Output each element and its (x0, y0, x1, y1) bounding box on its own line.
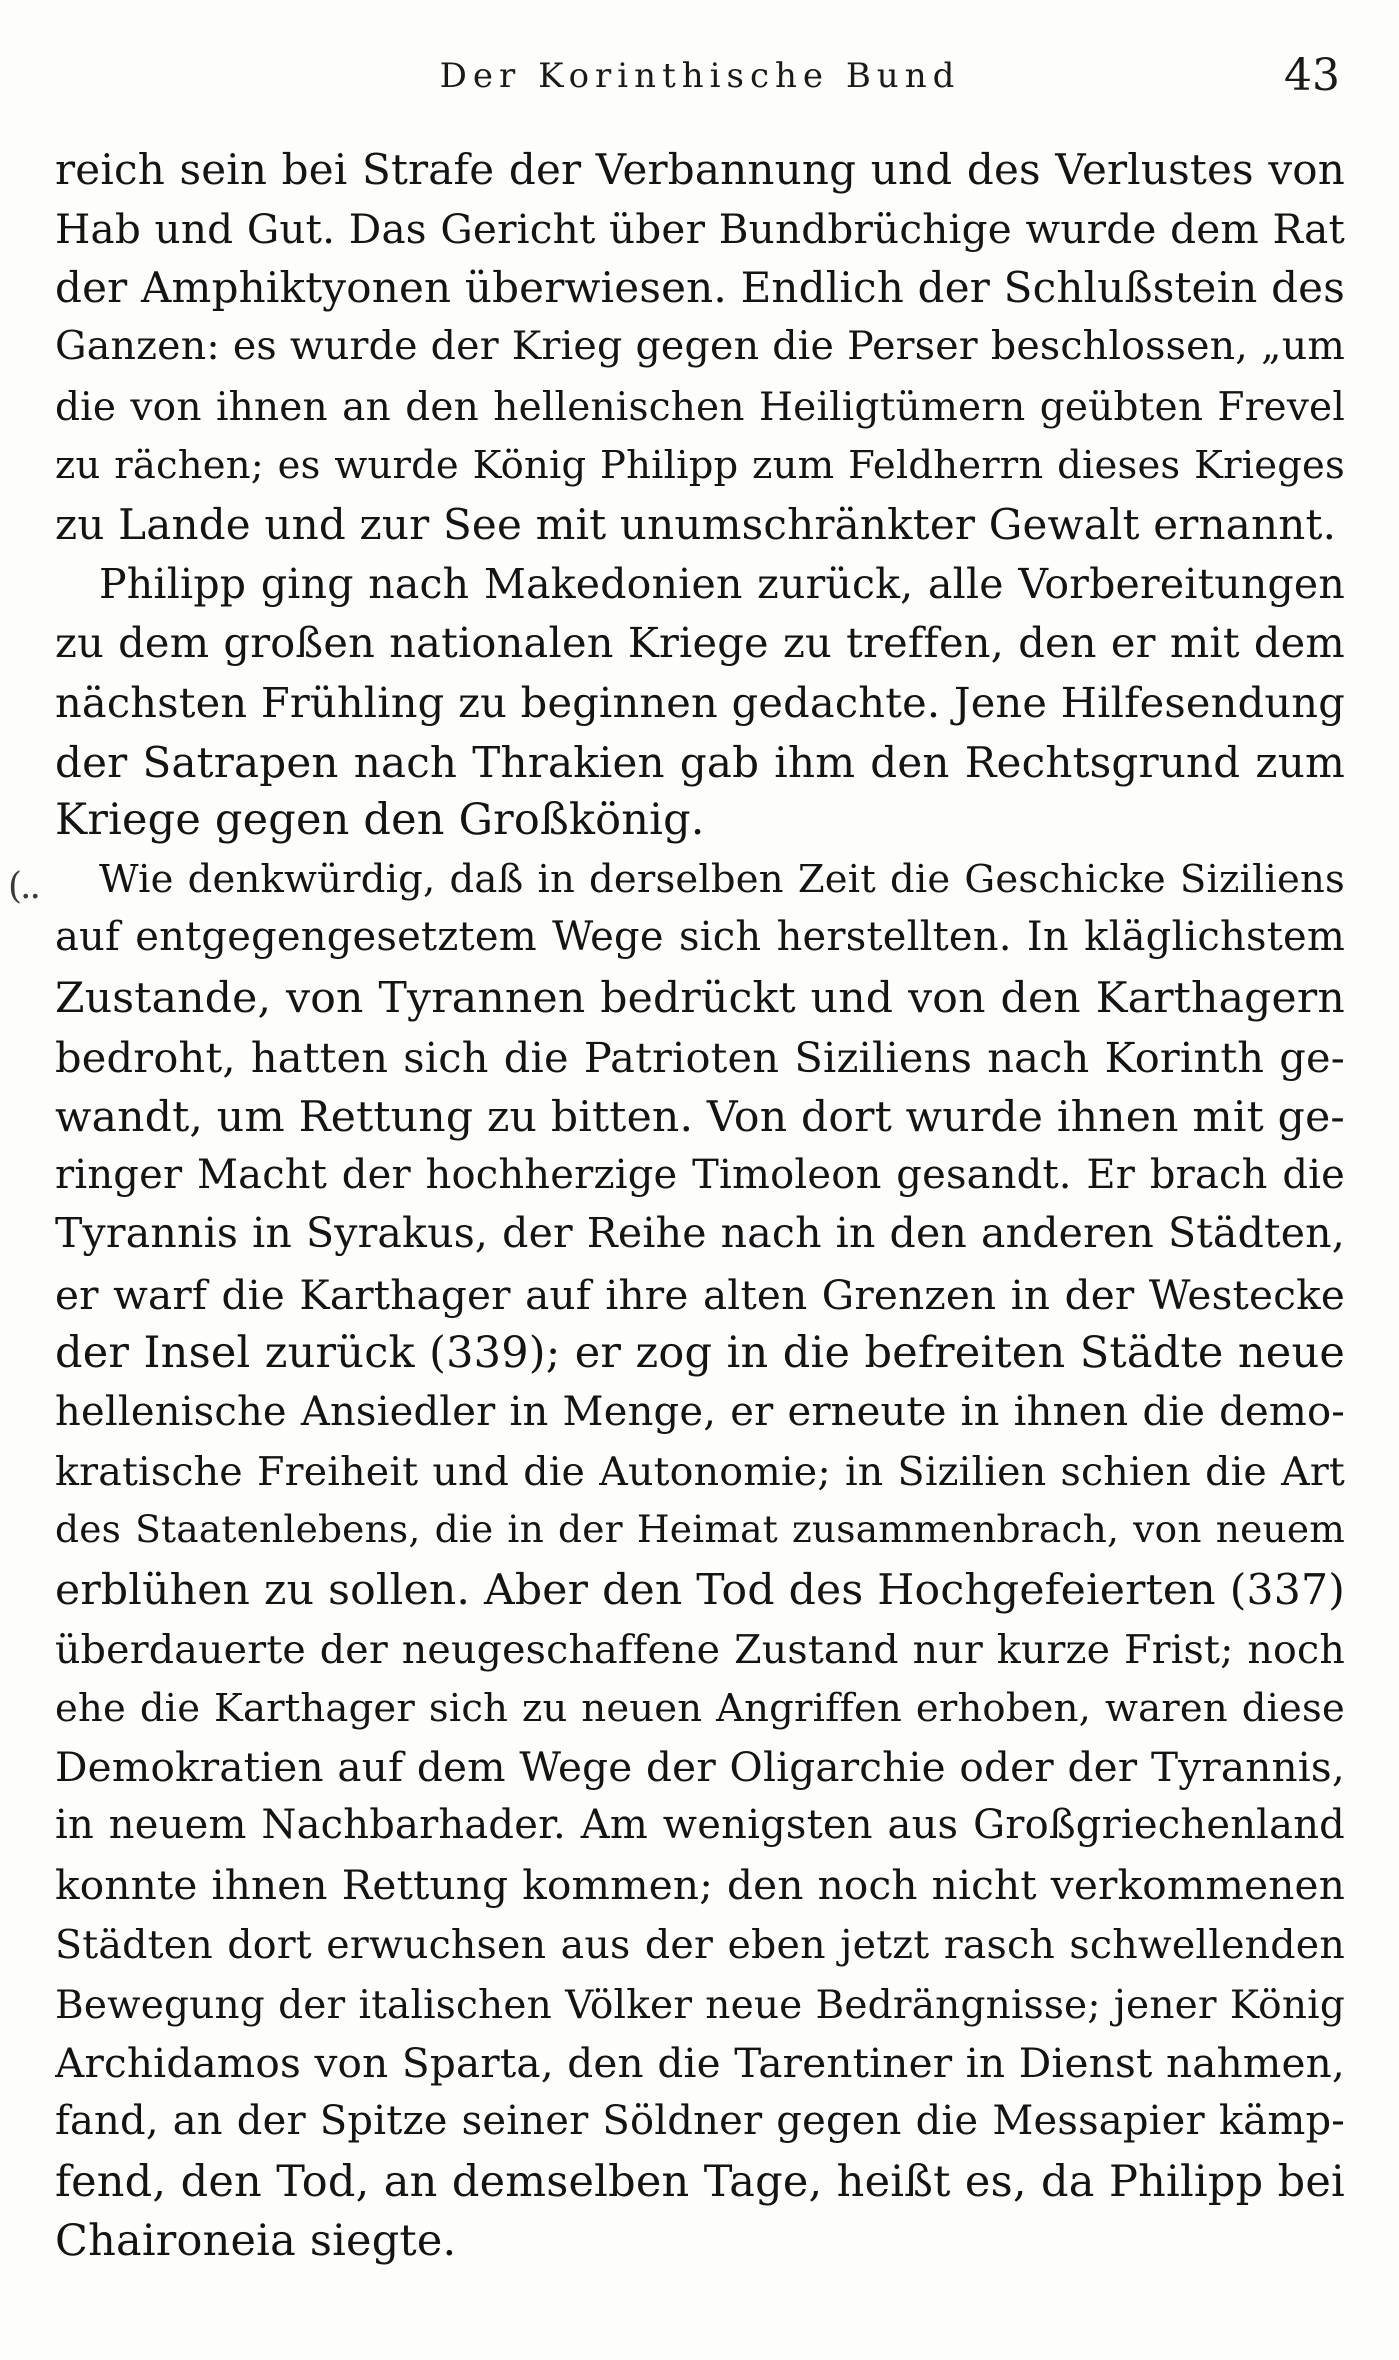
text-line: wandt, um Rettung zu bitten. Von dort wurde ihnen mit ge- (55, 1093, 1345, 1142)
text-line: zu Lande und zur See mit unumschränkter Gewalt ernannt. (55, 500, 1337, 550)
text-line: ehe die Karthager sich zu neuen Angriffen erhoben, waren diese (55, 1685, 1345, 1731)
text-line: reich sein bei Strafe der Verbannung und des Verlustes von (55, 145, 1345, 194)
text-line: Wie denkwürdig, daß in derselben Zeit die Geschicke Siziliens (99, 857, 1345, 903)
text-line: Kriege gegen den Großkönig. (55, 795, 705, 846)
text-line: die von ihnen an den hellenischen Heiligtümern geübten Frevel (55, 384, 1345, 430)
text-line: zu rächen; es wurde König Philipp zum Feldherrn dieses Krieges (55, 442, 1345, 488)
text-line: Bewegung der italischen Völker neue Bedrängnisse; jener König (55, 1982, 1345, 2028)
text-line: Chaironeia siegte. (55, 2215, 457, 2266)
text-line: konnte ihnen Rettung kommen; den noch nicht verkommenen (55, 1861, 1345, 1910)
text-line: fend, den Tod, an demselben Tage, heißt es, da Philipp bei (55, 2157, 1345, 2208)
text-line: er warf die Karthager auf ihre alten Grenzen in der Westecke (55, 1270, 1345, 1319)
text-line: zu dem großen nationalen Kriege zu treffen, den er mit dem (55, 617, 1345, 667)
text-line: erblühen zu sollen. Aber den Tod des Hochgefeierten (337) (55, 1565, 1345, 1615)
text-line: bedroht, hatten sich die Patrioten Siziliens nach Korinth ge- (55, 1032, 1345, 1082)
body-text (55, 140, 1345, 2271)
text-line: fand, an der Spitze seiner Söldner gegen die Messapier kämp- (55, 2098, 1345, 2145)
text-line: auf entgegengesetztem Wege sich herstellten. In kläglichstem (55, 914, 1345, 961)
text-line: nächsten Frühling zu beginnen gedachte. Jene Hilfesendung (55, 677, 1345, 727)
page-number: 43 (1284, 50, 1340, 101)
text-line: der Insel zurück (339); er zog in die befreiten Städte neue (55, 1327, 1345, 1378)
running-head (60, 50, 1340, 130)
text-line: kratische Freiheit und die Autonomie; in Sizilien schien die Art (55, 1449, 1345, 1496)
text-line: ringer Macht der hochherzige Timoleon gesandt. Er brach die (55, 1152, 1345, 1199)
text-line: der Amphiktyonen überwiesen. Endlich der Schlußstein des (55, 263, 1345, 313)
text-line: Hab und Gut. Das Gericht über Bundbrüchige wurde dem Rat (55, 205, 1345, 254)
text-line: der Satrapen nach Thrakien gab ihm den Rechtsgrund zum (55, 737, 1345, 787)
text-line: des Staatenlebens, die in der Heimat zusammenbrach, von neuem (55, 1507, 1345, 1552)
text-line: Demokratien auf dem Wege der Oligarchie oder der Tyrannis, (55, 1743, 1345, 1792)
text-line: hellenische Ansiedler in Menge, er erneute in ihnen die demo- (55, 1388, 1345, 1435)
running-title: Der Korinthische Bund (439, 56, 961, 96)
margin-mark: (.. (8, 866, 39, 907)
text-line: Städten dort erwuchsen aus der eben jetzt rasch schwellenden (55, 1921, 1345, 1968)
text-line: in neuem Nachbarhader. Am wenigsten aus Großgriechenland (55, 1802, 1345, 1849)
text-line: Zustande, von Tyrannen bedrückt und von den Karthagern (55, 973, 1345, 1023)
text-line: überdauerte der neugeschaffene Zustand nur kurze Frist; noch (55, 1626, 1345, 1673)
text-line: Archidamos von Sparta, den die Tarentiner in Dienst nahmen, (55, 2039, 1345, 2087)
text-line: Philipp ging nach Makedonien zurück, alle Vorbereitungen (99, 560, 1345, 609)
text-line: Ganzen: es wurde der Krieg gegen die Perser beschlossen, „um (55, 322, 1345, 369)
text-line: Tyrannis in Syrakus, der Reihe nach in den anderen Städten, (55, 1209, 1345, 1258)
